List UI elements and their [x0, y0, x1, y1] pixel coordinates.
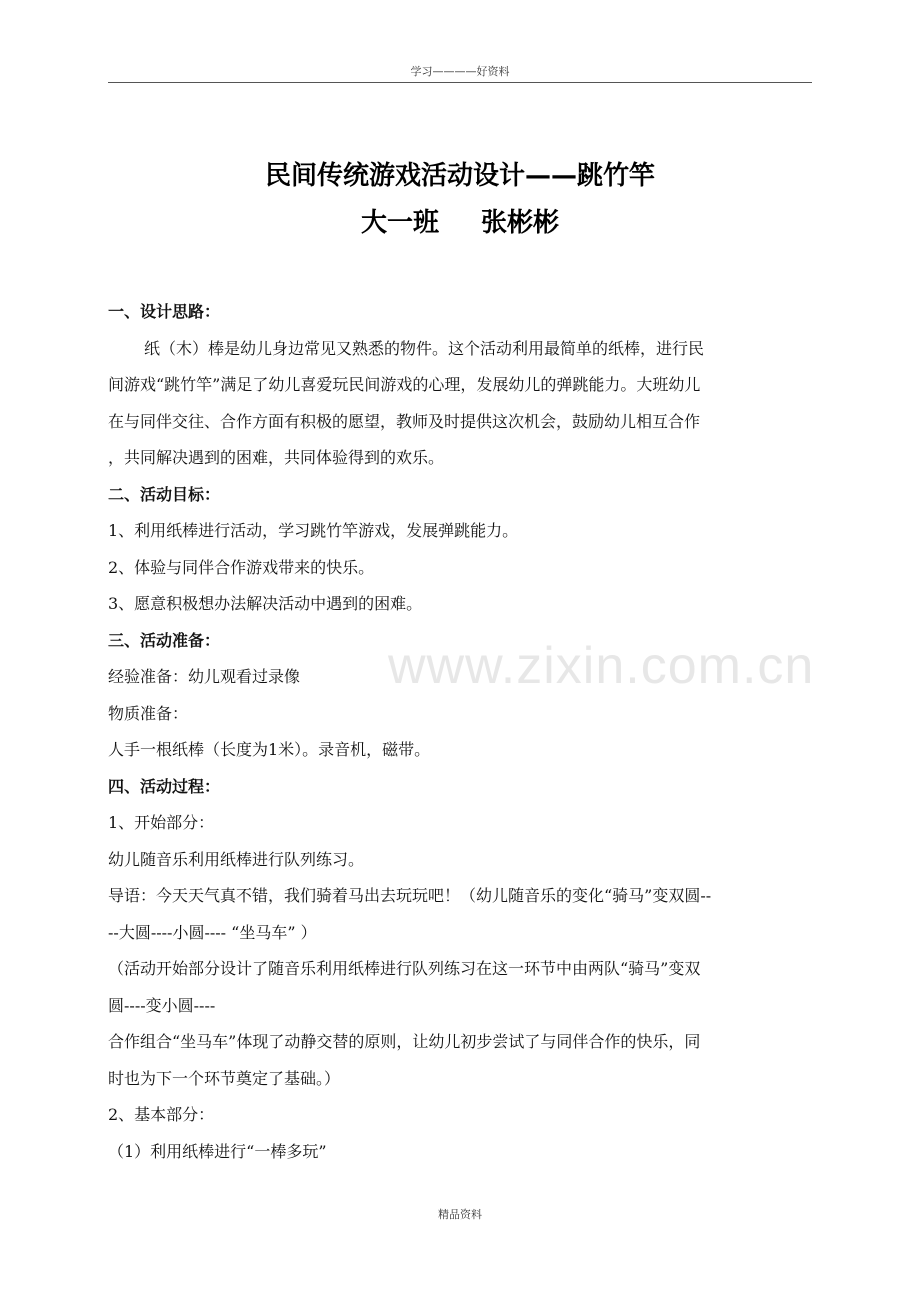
body-line: 纸（木）棒是幼儿身边常见又熟悉的物件。这个活动利用最简单的纸棒，进行民 [144, 338, 705, 358]
body-line: 经验准备：幼儿观看过录像 [108, 667, 301, 686]
document-body [108, 294, 815, 1170]
body-line: 1、利用纸棒进行活动，学习跳竹竿游戏，发展弹跳能力。 [108, 521, 519, 540]
body-line: --大圆----小圆---- “坐马车” ） [108, 922, 317, 942]
body-line: 幼儿随音乐利用纸棒进行队列练习。 [108, 849, 365, 869]
section-heading: 三、活动准备： [108, 630, 221, 650]
body-line: 合作组合“坐马车”体现了动静交替的原则，让幼儿初步尝试了与同伴合作的快乐，同 [108, 1032, 701, 1051]
body-line: 物质准备： [108, 703, 189, 723]
body-line: ，共同解决遇到的困难，共同体验得到的欢乐。 [108, 448, 445, 467]
body-line: （1）利用纸棒进行“一棒多玩” [108, 1141, 327, 1161]
body-line: 时也为下一个环节奠定了基础。） [108, 1068, 341, 1088]
body-line: 2、基本部分： [108, 1105, 215, 1124]
author-name: 张彬彬 [481, 208, 560, 238]
watermark: www.zixin.com.cn [388, 637, 815, 695]
body-line: 圆----变小圆---- [108, 995, 216, 1015]
document-subtitle [0, 202, 920, 239]
body-line: 2、体验与同伴合作游戏带来的快乐。 [108, 557, 375, 577]
body-line: 人手一根纸棒（长度为1米）。录音机，磁带。 [108, 740, 431, 759]
body-line: 3、愿意积极想办法解决活动中遇到的困难。 [108, 594, 423, 613]
body-line: 间游戏“跳竹竿”满足了幼儿喜爱玩民间游戏的心理，发展幼儿的弹跳能力。大班幼儿 [108, 375, 701, 394]
class-name: 大一班 [360, 208, 439, 238]
body-line: 在与同伴交往、合作方面有积极的愿望，教师及时提供这次机会，鼓励幼儿相互合作 [108, 411, 701, 431]
body-line: 1、开始部分： [108, 813, 215, 832]
section-heading: 一、设计思路： [108, 302, 221, 321]
document-title: 民间传统游戏活动设计——跳竹竿 [264, 161, 655, 191]
page-header: 学习————好资料 [108, 62, 812, 83]
section-heading: 四、活动过程： [108, 776, 221, 796]
body-line: （活动开始部分设计了随音乐利用纸棒进行队列练习在这一环节中由两队“骑马”变双 [108, 959, 701, 978]
body-line: 导语：今天天气真不错，我们骑着马出去玩玩吧！（幼儿随音乐的变化“骑马”变双圆-- [108, 886, 712, 905]
section-heading: 二、活动目标： [108, 484, 221, 504]
page-footer: 精品资料 [438, 1208, 482, 1221]
